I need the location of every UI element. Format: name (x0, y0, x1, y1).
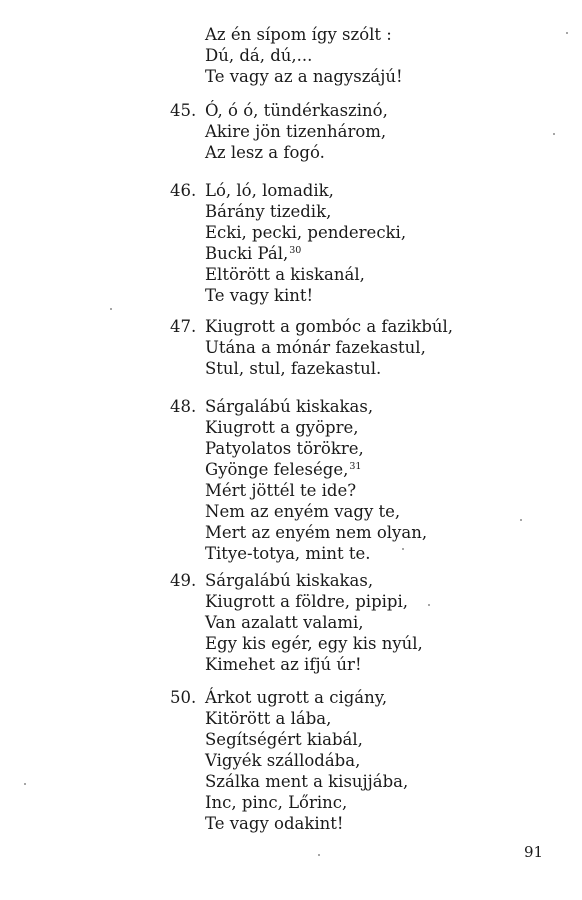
poem-line-text: Te vagy az a nagyszájú! (205, 67, 403, 86)
poem-line-text: Kiugrott a földre, pipipi, (205, 592, 408, 611)
poem-line-text: Mert az enyém nem olyan, (205, 523, 428, 542)
scan-speck (520, 519, 522, 521)
poem-line (170, 285, 500, 306)
poem-line-text: Ó, ó ó, tündérkaszinó, (205, 101, 388, 120)
poem-line-text: Egy kis egér, egy kis nyúl, (205, 634, 423, 653)
poem-line (170, 459, 500, 480)
poem-line-text: Kiugrott a gyöpre, (205, 418, 359, 437)
scan-speck (428, 604, 430, 606)
stanza-number: 49. (170, 571, 197, 590)
poem-line-text: Az lesz a fogó. (205, 143, 325, 162)
poem-line-text: Ló, ló, lomadik, (205, 181, 334, 200)
scan-speck (566, 32, 568, 34)
poem-line (170, 264, 500, 285)
poem-line (170, 337, 500, 358)
poem-line-text: Sárgalábú kiskakas, (205, 397, 374, 416)
poem-line (170, 417, 500, 438)
poem-line (170, 654, 500, 675)
poem-line-text: Kitörött a lába, (205, 709, 332, 728)
stanza-continued (170, 24, 500, 87)
poem-line (170, 591, 500, 612)
scan-speck (553, 133, 555, 135)
poem-line-text: Vigyék szállodába, (205, 751, 361, 770)
footnote-marker: 31 (349, 461, 362, 472)
scan-speck (24, 783, 26, 785)
poem-line (170, 501, 500, 522)
poem-line-text: Te vagy odakint! (205, 814, 344, 833)
stanza-46 (170, 180, 500, 306)
poem-line (170, 222, 500, 243)
poem-line (170, 792, 500, 813)
poem-line (170, 24, 500, 45)
poem-line (170, 180, 500, 201)
stanza-50 (170, 687, 500, 834)
scan-speck (402, 548, 404, 550)
poem-line-text: Bárány tizedik, (205, 202, 332, 221)
poem-line (170, 438, 500, 459)
poem-line (170, 45, 500, 66)
stanza-number: 50. (170, 688, 197, 707)
poem-line-text: Segítségért kiabál, (205, 730, 363, 749)
poem-line-text: Nem az enyém vagy te, (205, 502, 401, 521)
page-number: 91 (524, 843, 544, 861)
poem-line-text: Mért jöttél te ide? (205, 481, 357, 500)
stanza-47 (170, 316, 500, 379)
poem-line-text: Patyolatos törökre, (205, 439, 364, 458)
poem-line-text: Dú, dá, dú,... (205, 46, 313, 65)
poem-line (170, 570, 500, 591)
poem-line-text: Akire jön tizenhárom, (205, 122, 387, 141)
poem-line (170, 396, 500, 417)
poem-line (170, 708, 500, 729)
scan-speck (318, 854, 320, 856)
poem-line (170, 729, 500, 750)
poem-line-text: Van azalatt valami, (205, 613, 364, 632)
poem-line (170, 243, 500, 264)
poem-line-text: Stul, stul, fazekastul. (205, 359, 382, 378)
poem-line (170, 750, 500, 771)
stanza-number: 47. (170, 317, 197, 336)
poem-line-text: Gyönge felesége, (205, 460, 349, 479)
poem-line-text: Inc, pinc, Lőrinc, (205, 793, 348, 812)
poem-line (170, 612, 500, 633)
stanza-49 (170, 570, 500, 675)
stanza-number: 45. (170, 101, 197, 120)
poem-line (170, 813, 500, 834)
poem-line (170, 142, 500, 163)
poem-line (170, 316, 500, 337)
poem-line (170, 66, 500, 87)
poem-line (170, 121, 500, 142)
poem-line-text: Sárgalábú kiskakas, (205, 571, 374, 590)
poem-line-text: Utána a mónár fazekastul, (205, 338, 426, 357)
poem-line-text: Te vagy kint! (205, 286, 314, 305)
poem-line-text: Szálka ment a kisujjába, (205, 772, 409, 791)
poem-line-text: Eltörött a kiskanál, (205, 265, 365, 284)
stanza-48 (170, 396, 500, 564)
poem-line-text: Bucki Pál, (205, 244, 289, 263)
poem-line-text: Kimehet az ifjú úr! (205, 655, 362, 674)
poem-line (170, 771, 500, 792)
footnote-marker: 30 (289, 245, 302, 256)
poem-line (170, 633, 500, 654)
poem-line-text: Ecki, pecki, penderecki, (205, 223, 407, 242)
poem-line (170, 201, 500, 222)
poem-line (170, 100, 500, 121)
poem-line-text: Az én sípom így szólt : (205, 25, 392, 44)
poem-line (170, 522, 500, 543)
poem-line-text: Árkot ugrott a cigány, (205, 688, 388, 707)
poem-line-text: Kiugrott a gombóc a fazikbúl, (205, 317, 454, 336)
stanza-45 (170, 100, 500, 163)
poem-line (170, 687, 500, 708)
poem-line (170, 480, 500, 501)
poem-line (170, 543, 500, 564)
stanza-number: 46. (170, 181, 197, 200)
poem-line (170, 358, 500, 379)
scan-speck (110, 308, 112, 310)
poem-line-text: Titye-totya, mint te. (205, 544, 371, 563)
stanza-number: 48. (170, 397, 197, 416)
